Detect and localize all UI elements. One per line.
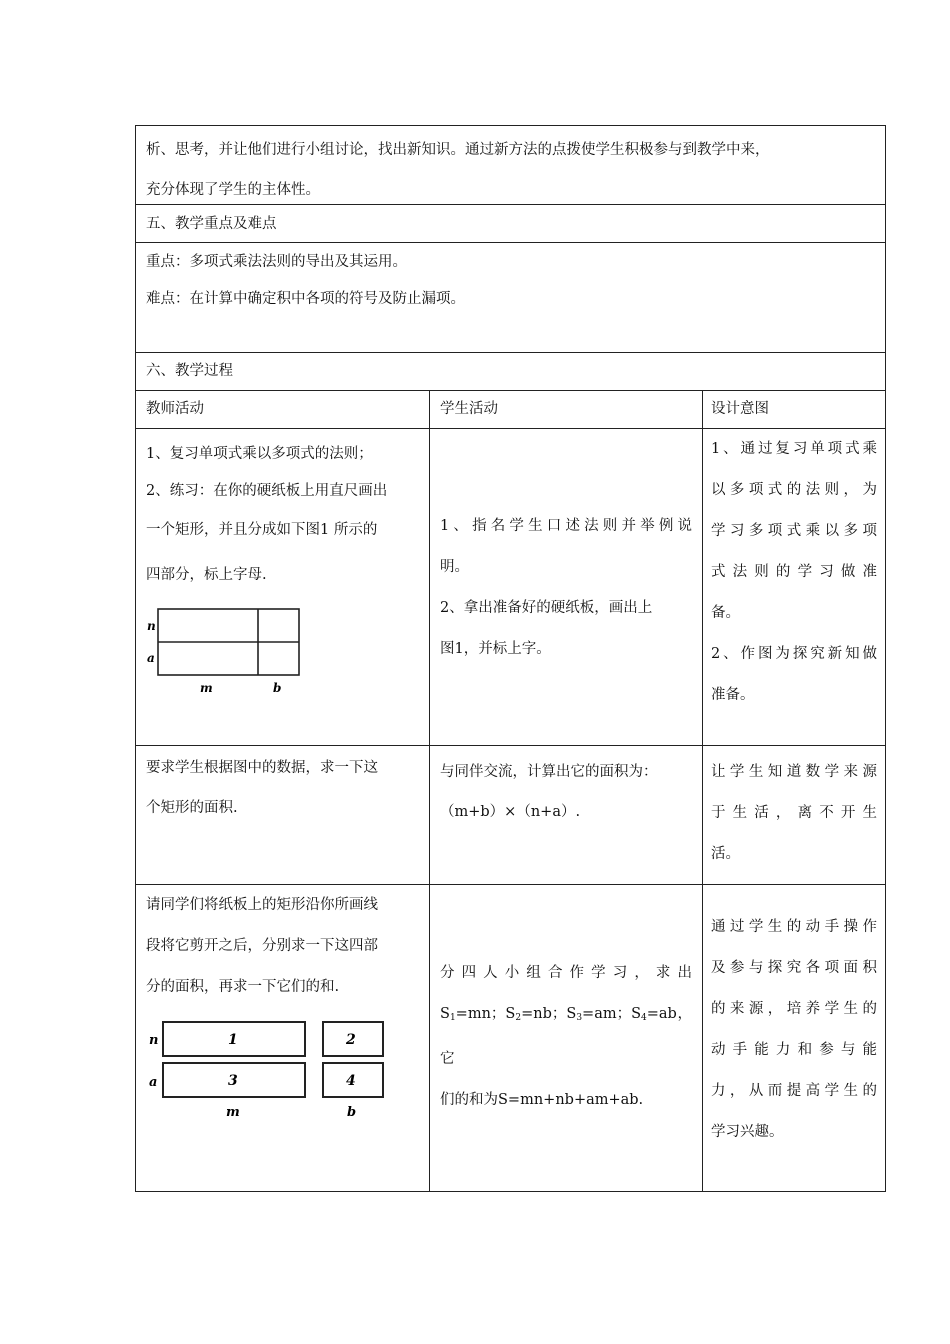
teacher-line: 1、复习单项式乘以多项式的法则； xyxy=(146,446,373,462)
header-teacher: 教师活动 xyxy=(136,391,430,428)
figure-2-piece-2: 2 xyxy=(346,1032,356,1048)
intent-line: 2、作图为探究新知做 xyxy=(711,646,877,662)
teacher-line: 个矩形的面积. xyxy=(146,800,238,816)
student-line: 图1，并标上字。 xyxy=(440,641,551,657)
section5-title-row xyxy=(135,205,886,243)
student-line: 与同伴交流，计算出它的面积为： xyxy=(440,764,658,780)
figure-2-pieces xyxy=(146,1016,406,1126)
figure-2-piece-3: 3 xyxy=(228,1073,238,1089)
figure-2-label-m: m xyxy=(226,1105,240,1120)
intent-line: 活。 xyxy=(711,846,740,862)
table-row xyxy=(135,885,886,1192)
intent-line: 力，从而提高学生的 xyxy=(711,1083,877,1099)
intent-line: 通过学生的动手操作 xyxy=(711,919,877,935)
teacher-line: 要求学生根据图中的数据，求一下这 xyxy=(146,760,378,776)
figure-2-label-n: n xyxy=(149,1033,159,1048)
section6-title: 六、教学过程 xyxy=(146,363,233,379)
intent-line: 备。 xyxy=(711,605,740,621)
student-line: 们的和为S=mn+nb+am+ab. xyxy=(440,1092,644,1108)
intent-line: 式法则的学习做准 xyxy=(711,564,877,580)
student-cell xyxy=(430,746,703,884)
figure-2-piece-4: 4 xyxy=(346,1073,356,1089)
intent-line: 学习多项式乘以多项 xyxy=(711,523,877,539)
figure-2-piece-1: 1 xyxy=(228,1032,238,1048)
figure-1-label-m: m xyxy=(200,681,213,695)
student-cell xyxy=(430,429,703,745)
intent-cell xyxy=(703,429,885,745)
intent-line: 以多项式的法则，为 xyxy=(711,482,877,498)
teacher-line: 段将它剪开之后，分别求一下这四部 xyxy=(146,938,378,954)
intro-row xyxy=(135,125,886,205)
section5-content-row xyxy=(135,243,886,353)
intent-line: 的来源，培养学生的 xyxy=(711,1001,877,1017)
lesson-plan-table xyxy=(135,125,886,1192)
student-line: 分四人小组合作学习，求出 xyxy=(440,965,692,981)
intent-line: 1、通过复习单项式乘 xyxy=(711,441,877,457)
formula-s2: $S_2=nb$； xyxy=(505,1006,567,1023)
formula-s4: $S_4=ab$， xyxy=(631,1006,692,1023)
teacher-line: 四部分，标上字母. xyxy=(146,567,267,583)
table-row xyxy=(135,746,886,885)
figure-2-label-a: a xyxy=(149,1075,158,1090)
teacher-cell xyxy=(136,429,430,745)
header-student: 学生活动 xyxy=(430,391,703,428)
key-point: 重点：多项式乘法法则的导出及其运用。 xyxy=(146,254,407,270)
table-header-row xyxy=(135,391,886,429)
table-row xyxy=(135,429,886,746)
intent-line: 学习兴趣。 xyxy=(711,1124,784,1140)
student-line-formulas xyxy=(440,994,692,1080)
intent-line: 准备。 xyxy=(711,687,755,703)
figure-2-label-b: b xyxy=(347,1105,357,1120)
section6-title-row xyxy=(135,353,886,391)
teacher-line: 请同学们将纸板上的矩形沿你所画线 xyxy=(146,897,378,913)
student-line: 明。 xyxy=(440,559,469,575)
intro-line-1: 析、思考，并让他们进行小组讨论，找出新知识。通过新方法的点拨使学生积极参与到教学中来， xyxy=(146,142,770,158)
formula-tail: 它 xyxy=(440,1051,455,1067)
intro-line-2: 充分体现了学生的主体性。 xyxy=(146,182,320,198)
intent-line: 动手能力和参与能 xyxy=(711,1042,877,1058)
student-line: 2、拿出准备好的硬纸板，画出上 xyxy=(440,600,653,616)
formula-s1: $S_1=mn$； xyxy=(440,1006,506,1023)
student-cell xyxy=(430,885,703,1191)
teacher-cell xyxy=(136,885,430,1191)
intent-line: 于生活，离不开生 xyxy=(711,805,877,821)
formula-s3: $S_3=am$； xyxy=(566,1006,632,1023)
section5-title: 五、教学重点及难点 xyxy=(146,216,277,232)
student-line: 1、指名学生口述法则并举例说 xyxy=(440,518,692,534)
teacher-line: 2、练习：在你的硬纸板上用直尺画出 xyxy=(146,483,388,499)
intent-line: 让学生知道数学来源 xyxy=(711,764,877,780)
student-line: （m+b）×（n+a）. xyxy=(440,804,581,820)
intent-cell xyxy=(703,746,885,884)
figure-1-label-a: a xyxy=(147,651,155,665)
header-intent: 设计意图 xyxy=(711,401,769,417)
difficulty: 难点：在计算中确定积中各项的符号及防止漏项。 xyxy=(146,291,465,307)
figure-1-label-b: b xyxy=(273,681,282,695)
figure-1-rectangle xyxy=(146,604,326,704)
teacher-line: 一个矩形，并且分成如下图1 所示的 xyxy=(146,522,378,538)
intent-line: 及参与探究各项面积 xyxy=(711,960,877,976)
intent-cell xyxy=(703,885,885,1191)
figure-1-label-n: n xyxy=(147,619,156,633)
teacher-line: 分的面积，再求一下它们的和. xyxy=(146,979,340,995)
teacher-cell xyxy=(136,746,430,884)
